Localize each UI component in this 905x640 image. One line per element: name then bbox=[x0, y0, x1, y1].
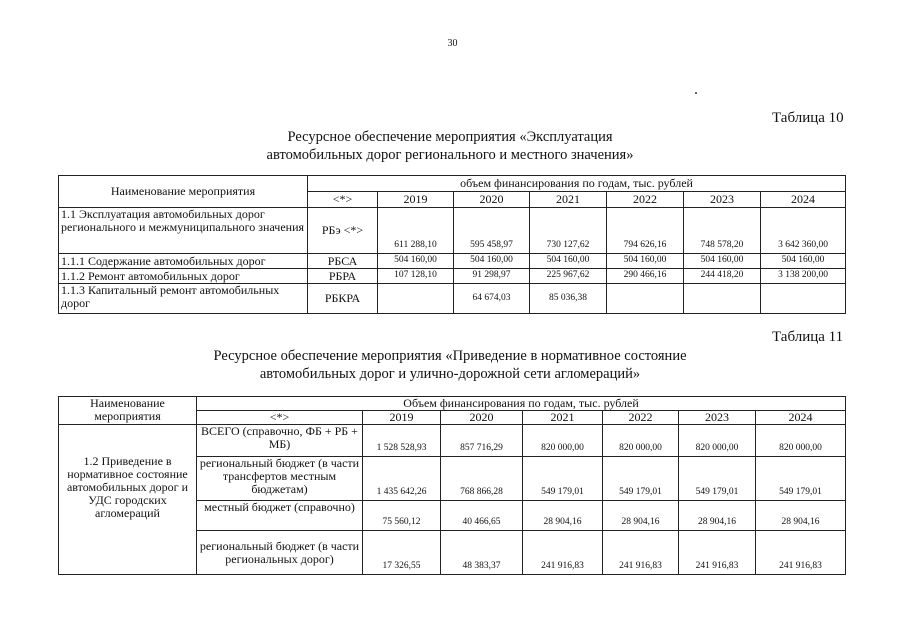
table10-row-code: РБКРА bbox=[308, 284, 378, 314]
table10-row-name: 1.1.2 Ремонт автомобильных дорог bbox=[59, 269, 308, 284]
table10-title bbox=[150, 128, 750, 164]
table11-cell: 28 904,16 bbox=[679, 501, 756, 531]
table10-cell: 64 674,03 bbox=[454, 284, 530, 314]
table11-header-code: <*> bbox=[197, 411, 363, 425]
table10-cell: 504 160,00 bbox=[607, 254, 684, 269]
table10-cell: 107 128,10 bbox=[378, 269, 454, 284]
table10-row-name: 1.1 Эксплуатация автомобильных дорог регионального и межмуниципального значения bbox=[59, 208, 308, 254]
table11-row-source: местный бюджет (справочно) bbox=[197, 501, 363, 531]
table10-header-year: 2024 bbox=[761, 192, 846, 208]
table11-title bbox=[150, 347, 750, 383]
table11-cell: 820 000,00 bbox=[679, 425, 756, 457]
table10-cell bbox=[684, 284, 761, 314]
table10-cell: 595 458,97 bbox=[454, 208, 530, 254]
table11-cell: 48 383,37 bbox=[441, 531, 523, 575]
table-row bbox=[59, 284, 846, 314]
table11-header-year: 2024 bbox=[756, 411, 846, 425]
table10-cell bbox=[607, 284, 684, 314]
table10-cell: 244 418,20 bbox=[684, 269, 761, 284]
table11-header-name: Наименование мероприятия bbox=[59, 397, 197, 425]
table11-cell: 241 916,83 bbox=[523, 531, 603, 575]
table11-header-year: 2022 bbox=[603, 411, 679, 425]
table11-cell: 549 179,01 bbox=[756, 457, 846, 501]
scan-speck bbox=[695, 92, 697, 94]
table10-cell: 91 298,97 bbox=[454, 269, 530, 284]
table11-header-year: 2021 bbox=[523, 411, 603, 425]
table10-cell: 504 160,00 bbox=[761, 254, 846, 269]
table10-cell: 225 967,62 bbox=[530, 269, 607, 284]
table11-row-source: ВСЕГО (справочно, ФБ + РБ + МБ) bbox=[197, 425, 363, 457]
table10-cell: 3 642 360,00 bbox=[761, 208, 846, 254]
table10-title-line2: автомобильных дорог регионального и местного значения» bbox=[266, 147, 634, 163]
table11-cell: 40 466,65 bbox=[441, 501, 523, 531]
table11-cell: 75 560,12 bbox=[363, 501, 441, 531]
table11-cell: 241 916,83 bbox=[603, 531, 679, 575]
table11-cell: 1 435 642,26 bbox=[363, 457, 441, 501]
table10-header-code: <*> bbox=[308, 192, 378, 208]
table11-header-year: 2019 bbox=[363, 411, 441, 425]
table11-cell: 28 904,16 bbox=[603, 501, 679, 531]
table11-cell: 549 179,01 bbox=[523, 457, 603, 501]
table10-cell: 290 466,16 bbox=[607, 269, 684, 284]
page-number: 30 bbox=[447, 38, 458, 49]
table-row bbox=[59, 208, 846, 254]
table10-header-year: 2022 bbox=[607, 192, 684, 208]
table11-measure-name: 1.2 Приведение в нормативное состояние автомобильных дорог и УДС городских агломераций bbox=[59, 425, 197, 575]
table-row bbox=[59, 425, 846, 457]
table11-cell: 768 866,28 bbox=[441, 457, 523, 501]
table11-cell: 241 916,83 bbox=[756, 531, 846, 575]
table11-label: Таблица 11 bbox=[772, 329, 844, 345]
table11-cell: 17 326,55 bbox=[363, 531, 441, 575]
table11 bbox=[58, 396, 846, 575]
table10-cell: 85 036,38 bbox=[530, 284, 607, 314]
table11-cell: 857 716,29 bbox=[441, 425, 523, 457]
table11-row-source: региональный бюджет (в части трансфертов местным бюджетам) bbox=[197, 457, 363, 501]
table10-cell: 504 160,00 bbox=[378, 254, 454, 269]
table10-header-name: Наименование мероприятия bbox=[59, 176, 308, 208]
table11-cell: 820 000,00 bbox=[523, 425, 603, 457]
table11-cell: 28 904,16 bbox=[756, 501, 846, 531]
table10-header-year: 2019 bbox=[378, 192, 454, 208]
table10-header-year: 2021 bbox=[530, 192, 607, 208]
table10-cell bbox=[761, 284, 846, 314]
table10-cell: 748 578,20 bbox=[684, 208, 761, 254]
table10-cell: 504 160,00 bbox=[454, 254, 530, 269]
table10 bbox=[58, 175, 846, 314]
table11-cell: 549 179,01 bbox=[679, 457, 756, 501]
table10-row-name: 1.1.1 Содержание автомобильных дорог bbox=[59, 254, 308, 269]
table11-cell: 1 528 528,93 bbox=[363, 425, 441, 457]
table11-cell: 28 904,16 bbox=[523, 501, 603, 531]
table10-row-code: РБРА bbox=[308, 269, 378, 284]
table10-cell: 730 127,62 bbox=[530, 208, 607, 254]
table11-header-year: 2020 bbox=[441, 411, 523, 425]
table10-header-year: 2020 bbox=[454, 192, 530, 208]
table10-cell: 504 160,00 bbox=[684, 254, 761, 269]
table11-header-year: 2023 bbox=[679, 411, 756, 425]
table11-title-line1: Ресурсное обеспечение мероприятия «Приведение в нормативное состояние bbox=[213, 348, 687, 364]
table10-row-code: РБСА bbox=[308, 254, 378, 269]
table11-header-funding: Объем финансирования по годам, тыс. рублей bbox=[197, 397, 846, 411]
table10-header-funding: объем финансирования по годам, тыс. рублей bbox=[308, 176, 846, 192]
table10-cell: 611 288,10 bbox=[378, 208, 454, 254]
table11-cell: 241 916,83 bbox=[679, 531, 756, 575]
table11-cell: 820 000,00 bbox=[756, 425, 846, 457]
table11-title-line2: автомобильных дорог и улично-дорожной сети агломераций» bbox=[259, 366, 641, 382]
table11-cell: 820 000,00 bbox=[603, 425, 679, 457]
table-row bbox=[59, 269, 846, 284]
table10-label: Таблица 10 bbox=[772, 110, 844, 126]
table10-row-name: 1.1.3 Капитальный ремонт автомобильных дорог bbox=[59, 284, 308, 314]
table11-cell: 549 179,01 bbox=[603, 457, 679, 501]
table10-title-line1: Ресурсное обеспечение мероприятия «Эксплуатация bbox=[287, 129, 613, 145]
table10-row-code: РБэ <*> bbox=[308, 208, 378, 254]
table-row bbox=[59, 254, 846, 269]
table10-cell: 3 138 200,00 bbox=[761, 269, 846, 284]
table10-header-year: 2023 bbox=[684, 192, 761, 208]
table10-cell bbox=[378, 284, 454, 314]
table10-cell: 794 626,16 bbox=[607, 208, 684, 254]
table11-row-source: региональный бюджет (в части региональных дорог) bbox=[197, 531, 363, 575]
table10-cell: 504 160,00 bbox=[530, 254, 607, 269]
